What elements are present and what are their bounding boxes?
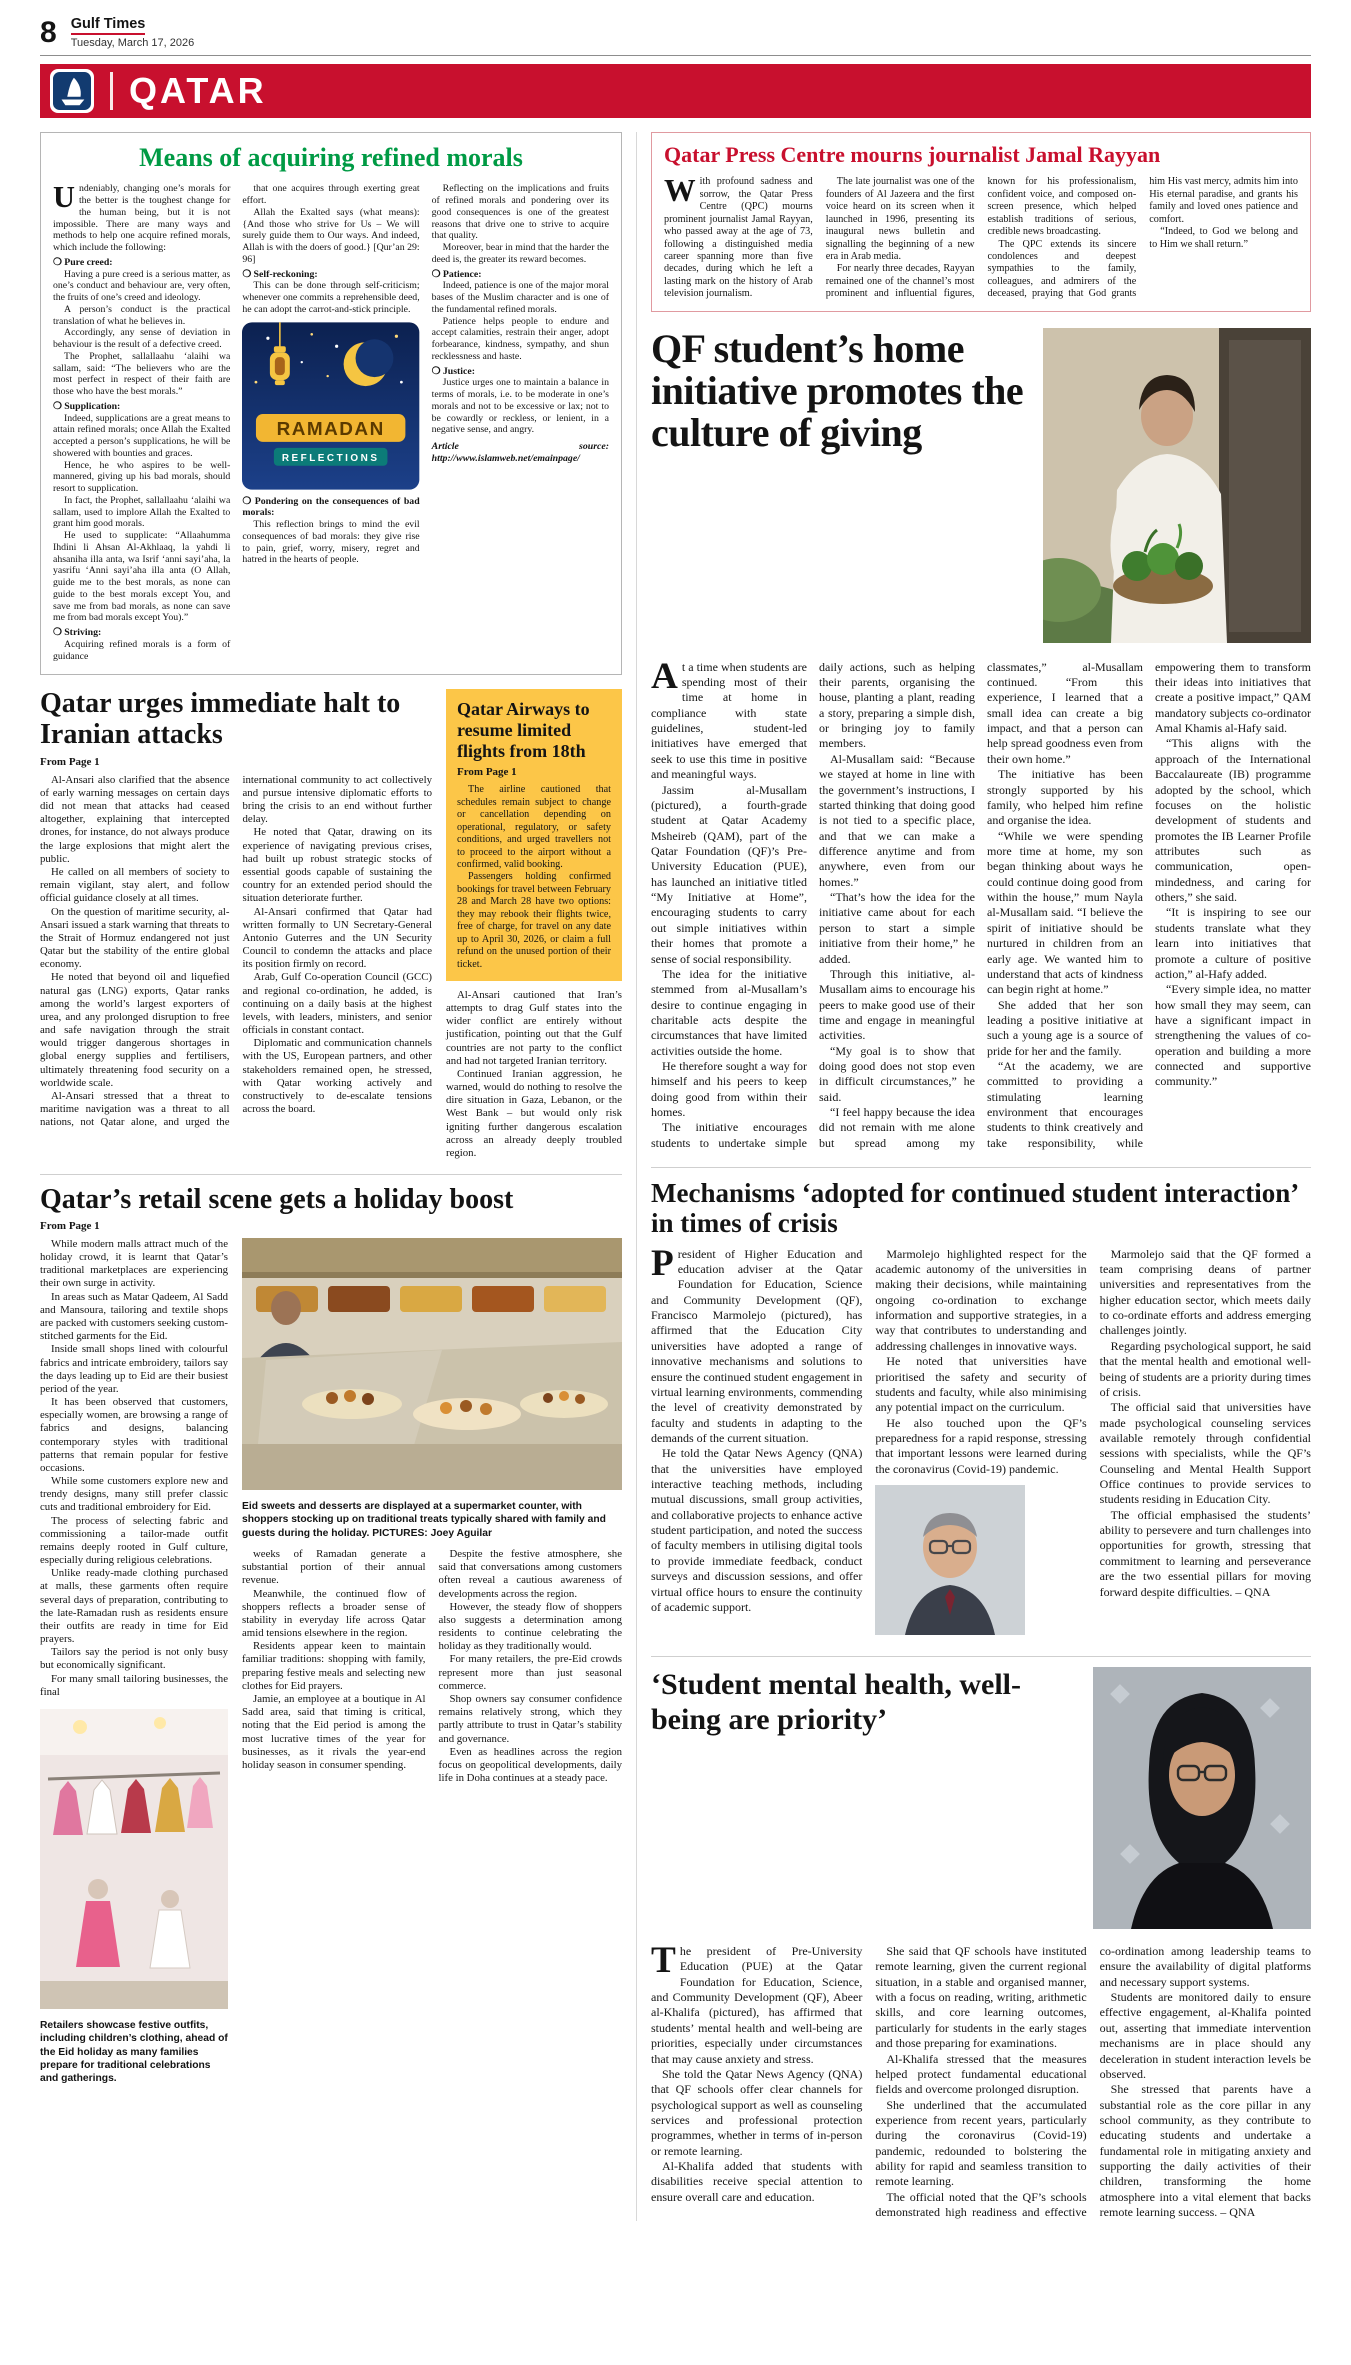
paragraph: At a time when students are spending most of their time at home in compliance with state guidelines, student-led initiatives have emerged that seek to use this time in positive and meaningful ways. [651, 655, 807, 782]
from-page-label: From Page 1 [40, 755, 100, 768]
article-iran-attacks [40, 689, 622, 1160]
paragraph: For many retailers, the pre-Eid crowds represent more than just seasonal commerce. [438, 1653, 622, 1692]
paragraph: “This aligns with the approach of the International Baccalaureate (IB) programme adopted by the school, which focuses on the holistic development of students and promotes the IB Learner Profile attributes such as communication, open-mindedness, and caring for others,” she said. [1155, 736, 1311, 905]
paragraph: The idea for the initiative stemmed from al-Musallam’s desire to continue engaging in charitable acts despite the circumstances that have limited activities outside the home. [651, 966, 807, 1058]
retail-body-left [40, 1238, 228, 1699]
paragraph: Meanwhile, the continued flow of shoppers reflects a broader sense of stability in everyday life across Qatar amid tensions elsewhere in the region. [242, 1587, 426, 1640]
paragraph: that one acquires through exerting great effort. [242, 183, 420, 207]
paragraph: With profound sadness and sorrow, the Qatar Press Centre (QPC) mourns prominent journalist Jamal Rayyan, who passed away at the age of 73, following a distinguished media career spanning more than five decades, during which he left a lasting mark on the history of Arab television journalism. [664, 173, 813, 300]
ramadan-graphic-art [242, 322, 419, 490]
paragraph: In areas such as Matar Qadeem, Al Sadd and Mansoura, tailoring and textile shops are packed with customers seeking custom-stitched garments for the Eid. [40, 1290, 228, 1343]
article-student-mental-health [651, 1656, 1311, 2220]
paragraph: “It is inspiring to see our students translate what they learn into initiatives that promote a culture of positive action,” al-Hafy added. [1155, 905, 1311, 981]
paragraph: Accordingly, any sense of deviation in behaviour is the result of a defective creed. [53, 327, 231, 351]
paragraph: In fact, the Prophet, sallallaahu ‘alaihi wa sallam, used to implore Allah the Exalted to grant him good morals. [53, 494, 231, 530]
paragraph: Shop owners say consumer confidence remains relatively strong, which they partly attribute to trust in Qatar’s stability and governance. [438, 1692, 622, 1745]
article-retail-boost [40, 1174, 622, 2086]
paragraph: Article source: http://www.islamweb.net/emainpage/ [431, 441, 609, 464]
paragraph: She underlined that the accumulated experience from recent years, particularly during the coronavirus (Covid-19) pandemic, redounded to bolstering the ability for rapid and seamless transition to remote learning. [875, 2097, 1087, 2189]
figure-jassim-al-musallam [1043, 328, 1311, 648]
paragraph: Indeed, patience is one of the major moral bases of the Muslim character and is one of the fundamental refined morals. [431, 280, 609, 315]
paragraph: He called on all members of society to remain vigilant, stay alert, and follow official guidance closely at all times. [40, 865, 230, 905]
paragraph: However, the steady flow of shoppers also suggests a determination among residents to continue celebrating the holiday as they traditionally would. [438, 1600, 622, 1653]
paragraph: He noted that universities have prioritised the safety and security of students and faculty, while also minimising any potential impact on the curriculum. [875, 1354, 1087, 1415]
paragraph: He therefore sought a way for himself and his peers to keep doing good from within their homes. [651, 1059, 807, 1120]
iran-body-continued [446, 989, 622, 1160]
paragraph: The official emphasised the students’ ability to persevere and turn challenges into opportunities for growth, stressing that commitment to learning and perseverance are the two essential pillars for moving forward despite difficulties. – QNA [1099, 1507, 1311, 1599]
article-qf-student-initiative [651, 325, 1311, 1152]
paragraph: Jamie, an employee at a boutique in Al Sadd area, said that timing is critical, noting that the Eid period is among the most lucrative times of the year for businesses, as it rivals the year-end holiday season in consumer spending. [242, 1692, 426, 1771]
iran-body [40, 774, 432, 1130]
photo-jassim-al-musallam [1043, 328, 1311, 643]
morals-column-2-top [242, 183, 419, 315]
paragraph: Tailors say the period is not only busy but economically significant. [40, 1646, 228, 1672]
paragraph: For nearly three decades, Rayyan remained one of the channel’s most prominent and influential figures, known for his professionalism, confident voice, and composed on-screen presence, which helped establish traditions of serious, credible news broadcasting. [825, 176, 1137, 300]
paragraph: The initiative encourages students to undertake simple daily actions, such as helping their parents, organising the house, planting a plant, reading a story, preparing a simple dish, or bringing joy to family members. [651, 659, 975, 1150]
photo-francisco-marmolejo [875, 1485, 1025, 1635]
headline-iran-attacks: Qatar urges immediate halt to Iranian attacks [40, 688, 401, 750]
paragraph: Al-Ansari cautioned that Iran’s attempts to drag Gulf states into the wider conflict are entirely without justification, pointing out that the Gulf countries are not party to the conflict and had not targeted Iranian territory. [446, 988, 622, 1067]
press-body [664, 173, 1298, 300]
section-title: QATAR [129, 70, 267, 112]
retail-column-1 [40, 1238, 228, 2086]
qf-student-body [651, 655, 1311, 1152]
dhow-icon [53, 72, 91, 110]
paragraph: The process of selecting fabric and commissioning a tailor-made outfit remains deeply rooted in Gulf culture, especially during religious celebrations. [40, 1514, 228, 1567]
paragraph: Al-Khalifa stressed that the measures helped protect fundamental educational fields and overcome prolonged disruption. [875, 2051, 1087, 2097]
paragraph: Marmolejo said that the QF formed a team comprising deans of partner universities and representatives from the higher education sector, which meets daily to co-ordinate efforts and address emerging challenges jointly. [1099, 1246, 1311, 1338]
retail-body-right [242, 1548, 622, 1785]
airways-body [457, 784, 611, 971]
paragraph: Continued Iranian aggression, he warned, would do nothing to resolve the dire situation in Gaza, Lebanon, or the West Bank – but would only risk igniting further dangerous escalation across an already deeply troubled region. [446, 1067, 622, 1159]
paragraph: She added that her son leading a positive initiative at such a young age is a source of pride for her and the family. [987, 997, 1143, 1058]
photo-eid-sweets-display [242, 1238, 622, 1490]
photo-festive-outfits [40, 1709, 228, 2009]
paragraph: It has been observed that customers, especially women, are browsing a range of fabrics and designs, balancing contemporary styles with traditional patterns that remain popular for festive occasions. [40, 1396, 228, 1474]
headline-mental-health: ‘Student mental health, well-being are priority’ [651, 1668, 1021, 1737]
figure-eid-sweets [242, 1238, 622, 1540]
paragraph: On the question of maritime security, al-Ansari issued a stark warning that threats to the Strait of Hormuz endangered not just Qatar but the stability of the entire global economy. [40, 905, 230, 971]
paragraph: Reflecting on the implications and fruits of refined morals and pondering over its good consequences is one of the greatest reasons that drive one to strive to acquire that quality. [431, 183, 609, 242]
paragraph: Al-Ansari stressed that a threat to maritime navigation was a threat to all nations, not Qatar alone, and urged the international community to act collectively and pursue intensive diplomatic efforts to bring the crisis to an end without further delay. [40, 773, 432, 1129]
paragraph: Al-Musallam said: “Because we stayed at home in line with the government’s instructions, I started thinking that doing good is not tied to a specific place, and that we can make a difference anytime and from anywhere, even from our homes.” [819, 751, 975, 889]
morals-columns [53, 180, 609, 662]
paragraph: He used to supplicate: “Allaahumma Ihdini li Ahsan Al-Akhlaaq, la yahdi li ahsaniha illa anta, wa Isrif ‘anni sayi’aha, la yasrifu ‘Anni sayi’aha illa anta (O Allah, guide me to the best morals, as none can guide to the best morals except You, and save me from bad morals, as none can save me from bad morals except You).” [53, 530, 231, 624]
morals-column-2 [242, 183, 419, 662]
paragraph: “While we were spending more time at home, my son began thinking about ways he could continue doing good from within the house,” mum Nayla al-Musallam said. “I believe the spirit of initiative should be nurtured in children from an early age. We wanted him to understand that acts of kindness can begin right at home.” [987, 828, 1143, 997]
issue-date: Tuesday, March 17, 2026 [70, 36, 195, 49]
paragraph: She stressed that parents have a substantial role as the core pillar in any school community, as they contribute to educating students and undertake a fundamental role in mitigating anxiety and supporting the daily activities of their children, transforming the home atmosphere into a vital element that backs remote learning success. – QNA [1099, 2082, 1311, 2220]
figure-festive-outfits [40, 1709, 228, 2086]
paragraph: Moreover, bear in mind that the harder the deed is, the greater its reward becomes. [431, 242, 609, 265]
paragraph: This reflection brings to mind the evil consequences of bad morals: they give rise to pain, grief, worry, misery, regret and hatred in the hearts of people. [242, 519, 420, 566]
paragraph: “That’s how the idea for the initiative came about for each person to start a simple initiative from their home,” he added. [819, 890, 975, 966]
mechanisms-column-1 [651, 1242, 863, 1640]
paper-name: Gulf Times [71, 16, 146, 35]
headline-retail-boost: Qatar’s retail scene gets a holiday boost [40, 1184, 514, 1216]
iran-main-column [40, 689, 432, 1160]
headline-refined-morals: Means of acquiring refined morals [139, 143, 523, 173]
paragraph: ❍ Pure creed: [53, 256, 113, 268]
paragraph: Patience helps people to endure and accept calamities, restrain their anger, adopt forbearance, kindness, sympathy, and shun recklessness and haste. [431, 315, 609, 362]
paragraph: ❍ Self-reckoning: [242, 268, 318, 280]
paragraph: ❍ Pondering on the consequences of bad morals: [242, 495, 420, 519]
paragraph: Unlike ready-made clothing purchased at malls, these garments often require several days of preparation, contributing to the late-Ramadan rush as residents ensure their outfits are ready in time for Eid prayers. [40, 1567, 228, 1646]
ramadan-reflections-graphic [242, 322, 419, 490]
headline-press-centre: Qatar Press Centre mourns journalist Jamal Rayyan [664, 142, 1161, 168]
paragraph: “At the academy, we are committed to providing a stimulating learning environment that encourages students to think creatively and take responsibility, while empowering them to transform their ideas into initiatives that create a positive impact,” QAM mandatory subjects co-ordinator Amal Khamis al-Hafy said. [987, 659, 1311, 1150]
paragraph: The official noted that the QF’s schools demonstrated high readiness and effective co-ordination among leadership teams to ensure the availability of digital platforms and necessary support systems. [875, 1944, 1311, 2220]
paragraph: Al-Ansari confirmed that Qatar had written formally to UN Secretary-General Antonio Guterres and the UN Security Council to condemn the attacks and place its position firmly on record. [242, 905, 432, 971]
paragraph: ❍ Striving: [53, 627, 102, 639]
paragraph: She said that QF schools have instituted remote learning, given the current regional situation, in a stable and organised manner, with a focus on reading, writing, arithmetic skills, and core learning outcomes, particularly for students in the early stages and those preparing for examinations. [875, 1944, 1087, 2051]
paragraph: Students are monitored daily to ensure effective engagement, al-Khalifa pointed out, asserting that immediate intervention mechanisms are in place should any deceleration in student interaction levels be observed. [1099, 1990, 1311, 2081]
paragraph: “I feel happy because the idea did not remain with me alone but spread among my classmates,” al-Musallam continued. “From this experience, I learned that a small idea can create a big impact, and that a person can help spread goodness even from their own home.” [819, 659, 1143, 1150]
morals-column-3 [432, 183, 609, 662]
reflections-banner-text: REFLECTIONS [282, 452, 380, 464]
headline-mechanisms: Mechanisms ‘adopted for continued student interaction’ in times of crisis [651, 1178, 1298, 1239]
paragraph: Acquiring refined morals is a form of guidance [53, 638, 231, 662]
paragraph: Despite the festive atmosphere, she said that conversations among customers often reveal a cautious awareness of developments across the region. [438, 1548, 622, 1600]
right-column [636, 132, 1311, 2220]
from-page-label: From Page 1 [457, 766, 517, 779]
paragraph: ❍ Supplication: [53, 400, 121, 412]
paragraph: While modern malls attract much of the holiday crowd, it is learnt that Qatar’s traditional marketplaces are experiencing their own surge in activity. [40, 1237, 228, 1290]
paragraph: The official said that universities have made psychological counseling services available remotely through confidential sessions with specialists, while the QF’s Counseling and Mental Health Support Office continues to provide services to students residing in Education City. [1099, 1400, 1311, 1507]
paragraph: Al-Khalifa added that students with disabilities receive special attention to ensure overall care and education. [651, 2159, 863, 2204]
paragraph: Undeniably, changing one’s morals for the better is the toughest change for the human being, but it is not impossible. There are many ways and methods to help one acquire refined morals, which include the following: [53, 180, 231, 254]
mental-health-body [651, 1940, 1311, 2220]
caption-eid-sweets: Eid sweets and desserts are displayed at a supermarket counter, with shoppers stocking up on traditional treats typically shared with family and guests during the holiday. PICTURES: Joey Aguilar [242, 1500, 606, 1539]
paragraph: Al-Ansari also clarified that the absence of early warning messages on certain days did not mean that attacks had ceased altogether, explaining that intercepted drones, for instance, do not always produce the large explosions that might alert the public. [40, 773, 230, 865]
paragraph: Diplomatic and communication channels with the US, European partners, and other stakeholders remained open, he stressed, with Qatar working actively and constructively to de-escalate tensions across the board. [242, 1037, 432, 1116]
paragraph: Regarding psychological support, he said that the mental health and emotional well-being of students are a priority during times of crisis. [1099, 1338, 1311, 1399]
paragraph: Jassim al-Musallam (pictured), a fourth-grade student at Qatar Academy Msheireb (QAM), part of the Qatar Foundation (QF)’s Pre-University Education (PUE), has launched an initiative titled “My Initiative at Home”, encouraging students to carry out simple initiatives within their homes that promote a sense of social responsibility. [651, 782, 807, 966]
retail-right-region [242, 1238, 622, 2086]
paragraph: He told the Qatar News Agency (QNA) that the universities have employed interactive teaching methods, including mutual discussions, small group activities, and collaborative projects to enhance active student participation, and noted the success of faculty members in utilising digital tools to provide immediate feedback, conduct surveys and discussion sessions, and offer virtual office hours to ensure the continuity of academic support. [651, 1446, 863, 1614]
paragraph: The late journalist was one of the founders of Al Jazeera and the first voice heard on its screen when it launched in 1996, presenting its inaugural news bulletin and signalling the beginning of a new era in Arab media. [825, 176, 975, 262]
masthead [40, 16, 1311, 56]
article-mechanisms-student-interaction [651, 1167, 1311, 1640]
paragraph: While some customers explore new and trendy designs, many still prefer classic cuts and traditional embroidery for Eid. [40, 1475, 228, 1514]
paragraph: The QPC extends its sincere condolences and deepest sympathies to the family, colleagues, and admirers of the deceased, praying that God grants him His vast mercy, admits him into His eternal paradise, and grants his family and loved ones patience and comfort. [987, 176, 1298, 300]
masthead-meta [71, 16, 195, 49]
article-press-centre-mourns [651, 132, 1311, 311]
ramadan-banner-text: RAMADAN [276, 418, 386, 440]
paragraph: ❍ Patience: [431, 268, 482, 280]
figure-abeer-al-khalifa [1093, 1667, 1311, 1934]
paragraph: This can be done through self-criticism; whenever one commits a reprehensible deed, he can adopt the carrot-and-stick principle. [242, 280, 420, 315]
article-qatar-airways [446, 689, 622, 981]
paragraph: weeks of Ramadan generate a substantial portion of their annual revenue. [242, 1548, 426, 1587]
paragraph: He also touched upon the QF’s preparedness for a rapid response, stressing that important lessons were learned during the coronavirus (Covid-19) pandemic. [875, 1415, 1087, 1476]
paragraph: “Every simple idea, no matter how small they may seem, can have a significant impact in strengthening the values of co-operation and building a more connected and supportive community.” [1155, 982, 1311, 1089]
iran-side-column [446, 689, 622, 1160]
paragraph: She told the Qatar News Agency (QNA) that QF schools offer clear channels for psychological support as well as counseling services and professional protection programmes, whether in terms of in-person or remote learning. [651, 2066, 863, 2158]
paragraph: He noted that beyond oil and liquefied natural gas (LNG) exports, Qatar ranks among the world’s largest exporters of urea, and any prolonged disruption to free and safe navigation through the strait would trigger dangerous shortages in global energy supplies and fertilisers, ultimately threatening food security on a worldwide scale. [40, 971, 230, 1089]
paragraph: ❍ Justice: [431, 365, 475, 377]
morals-column-2-bottom [242, 496, 419, 567]
mechanisms-column-3 [1100, 1247, 1311, 1640]
gulf-times-logo [50, 69, 94, 113]
paragraph: Having a pure creed is a serious matter, as one’s conduct and behaviour are, very often, the fruits of one’s creed and ideology. [53, 268, 231, 304]
article-refined-morals [40, 132, 622, 675]
paragraph: The president of Pre-University Education (PUE) at the Qatar Foundation for Education, Science, and Community Development (QF), Abeer al-Khalifa (pictured), has affirmed that students’ mental health and well-being are priorities, especially under circumstances that may cause anxiety and stress. [651, 1940, 863, 2066]
headline-qatar-airways: Qatar Airways to resume limited flights from 18th [457, 699, 590, 761]
ramadan-banner [256, 414, 405, 466]
paragraph: Through this initiative, al-Musallam aims to encourage his peers to make good use of their time and engage in meaningful activities. [819, 966, 975, 1043]
paragraph: Passengers holding confirmed bookings for travel between February 28 and March 28 have two options: they may rebook their flights twice, free of charge, for travel on any date up to April 30, 2026, or claim a full refund on the unused portion of their ticket. [457, 871, 611, 970]
headline-qf-student: QF student’s home initiative promotes the culture of giving [651, 325, 1024, 456]
paragraph: Even as headlines across the region focus on geopolitical developments, daily life in Doha continues at a steady pace. [438, 1745, 622, 1785]
paragraph: The airline cautioned that schedules remain subject to change or cancellation depending on operational, regulatory, or safety conditions, and urged travellers not to proceed to the airport without a confirmed, valid booking. [457, 784, 611, 870]
left-column [40, 132, 622, 2220]
paragraph: “Indeed, to God we belong and to Him we shall return.” [1149, 226, 1298, 250]
paragraph: “My goal is to show that doing good does not stop even in difficult circumstances,” he said. [819, 1043, 975, 1104]
paragraph: A person’s conduct is the practical translation of what he believes in. [53, 303, 231, 327]
page-number: 8 [40, 15, 57, 49]
paragraph: The Prophet, sallallaahu ‘alaihi wa sallam, said: “The believers who are the most perfect in respect of their faith are those who have the best morals.” [53, 350, 231, 398]
paragraph: Indeed, supplications are a great means to attain refined morals; once Allah the Exalted accepted a person’s supplications, he will be showered with bounties and graces. [53, 412, 231, 459]
paragraph: He noted that Qatar, drawing on its experience of navigating previous crises, had built up robust strategic stocks of essential goods capable of sustaining the country for an extended period should the situation deteriorate further. [242, 826, 432, 905]
paragraph: Justice urges one to maintain a balance in terms of morals, i.e. to be moderate in one’s morals and not to be excessive or lax; not to be cowardly or reckless, or lenient, in a negative sense, and angry. [431, 377, 609, 436]
photo-abeer-al-khalifa [1093, 1667, 1311, 1929]
banner-divider [110, 72, 113, 110]
figure-francisco-marmolejo [875, 1485, 1086, 1640]
paragraph: For many small tailoring businesses, the final [40, 1672, 228, 1698]
paragraph: Allah the Exalted says (what means): {And those who strive for Us – We will surely guide them to Our ways. And indeed, Allah is with the doers of good.} [Qur’an 29: 96] [242, 206, 420, 265]
paragraph: President of Higher Education and education adviser at the Qatar Foundation for Education, Science and Community Development (QF), Francisco Marmolejo (pictured), has affirmed that the Education City universities have adopted a range of innovative mechanisms and solutions to ensure the continued student engagement in virtual learning environments, commending the level of creativity demonstrated by faculty and students in adapting to the demands of the current situation. [651, 1242, 863, 1445]
caption-festive-outfits: Retailers showcase festive outfits, including children’s clothing, ahead of the Eid holiday as many families prepare for traditional celebrations and gatherings. [40, 2019, 228, 2085]
section-banner [40, 64, 1311, 118]
paragraph: Residents appear keen to maintain familiar traditions: shopping with family, preparing festive meals and selecting new clothes for Eid prayers. [242, 1640, 426, 1692]
paragraph: Marmolejo highlighted respect for the academic autonomy of the universities in making their decisions, while maintaining ongoing co-ordination to exchange information and supportive strategies, in a way that contributes to understanding and addressing challenges in innovative ways. [875, 1246, 1087, 1353]
paragraph: Arab, Gulf Co-operation Council (GCC) and regional co-ordination, he added, is continuing on a daily basis at the highest levels, with leaders, ministers, and senior officials in constant contact. [242, 971, 432, 1037]
paragraph: Hence, he who aspires to be well-mannered, giving up his bad morals, should resort to supplication. [53, 459, 231, 495]
mechanisms-column-2-text [875, 1247, 1086, 1477]
from-page-label: From Page 1 [40, 1219, 100, 1232]
paragraph: The initiative has been strongly supported by his family, who helped him refine and organise the idea. [987, 767, 1143, 828]
mechanisms-column-2 [875, 1247, 1086, 1640]
morals-column-1 [53, 180, 231, 662]
paragraph: Inside small shops lined with colourful fabrics and intricate embroidery, tailors say the days leading up to Eid are their busiest period of the year. [40, 1343, 228, 1395]
page-content [40, 132, 1311, 2220]
